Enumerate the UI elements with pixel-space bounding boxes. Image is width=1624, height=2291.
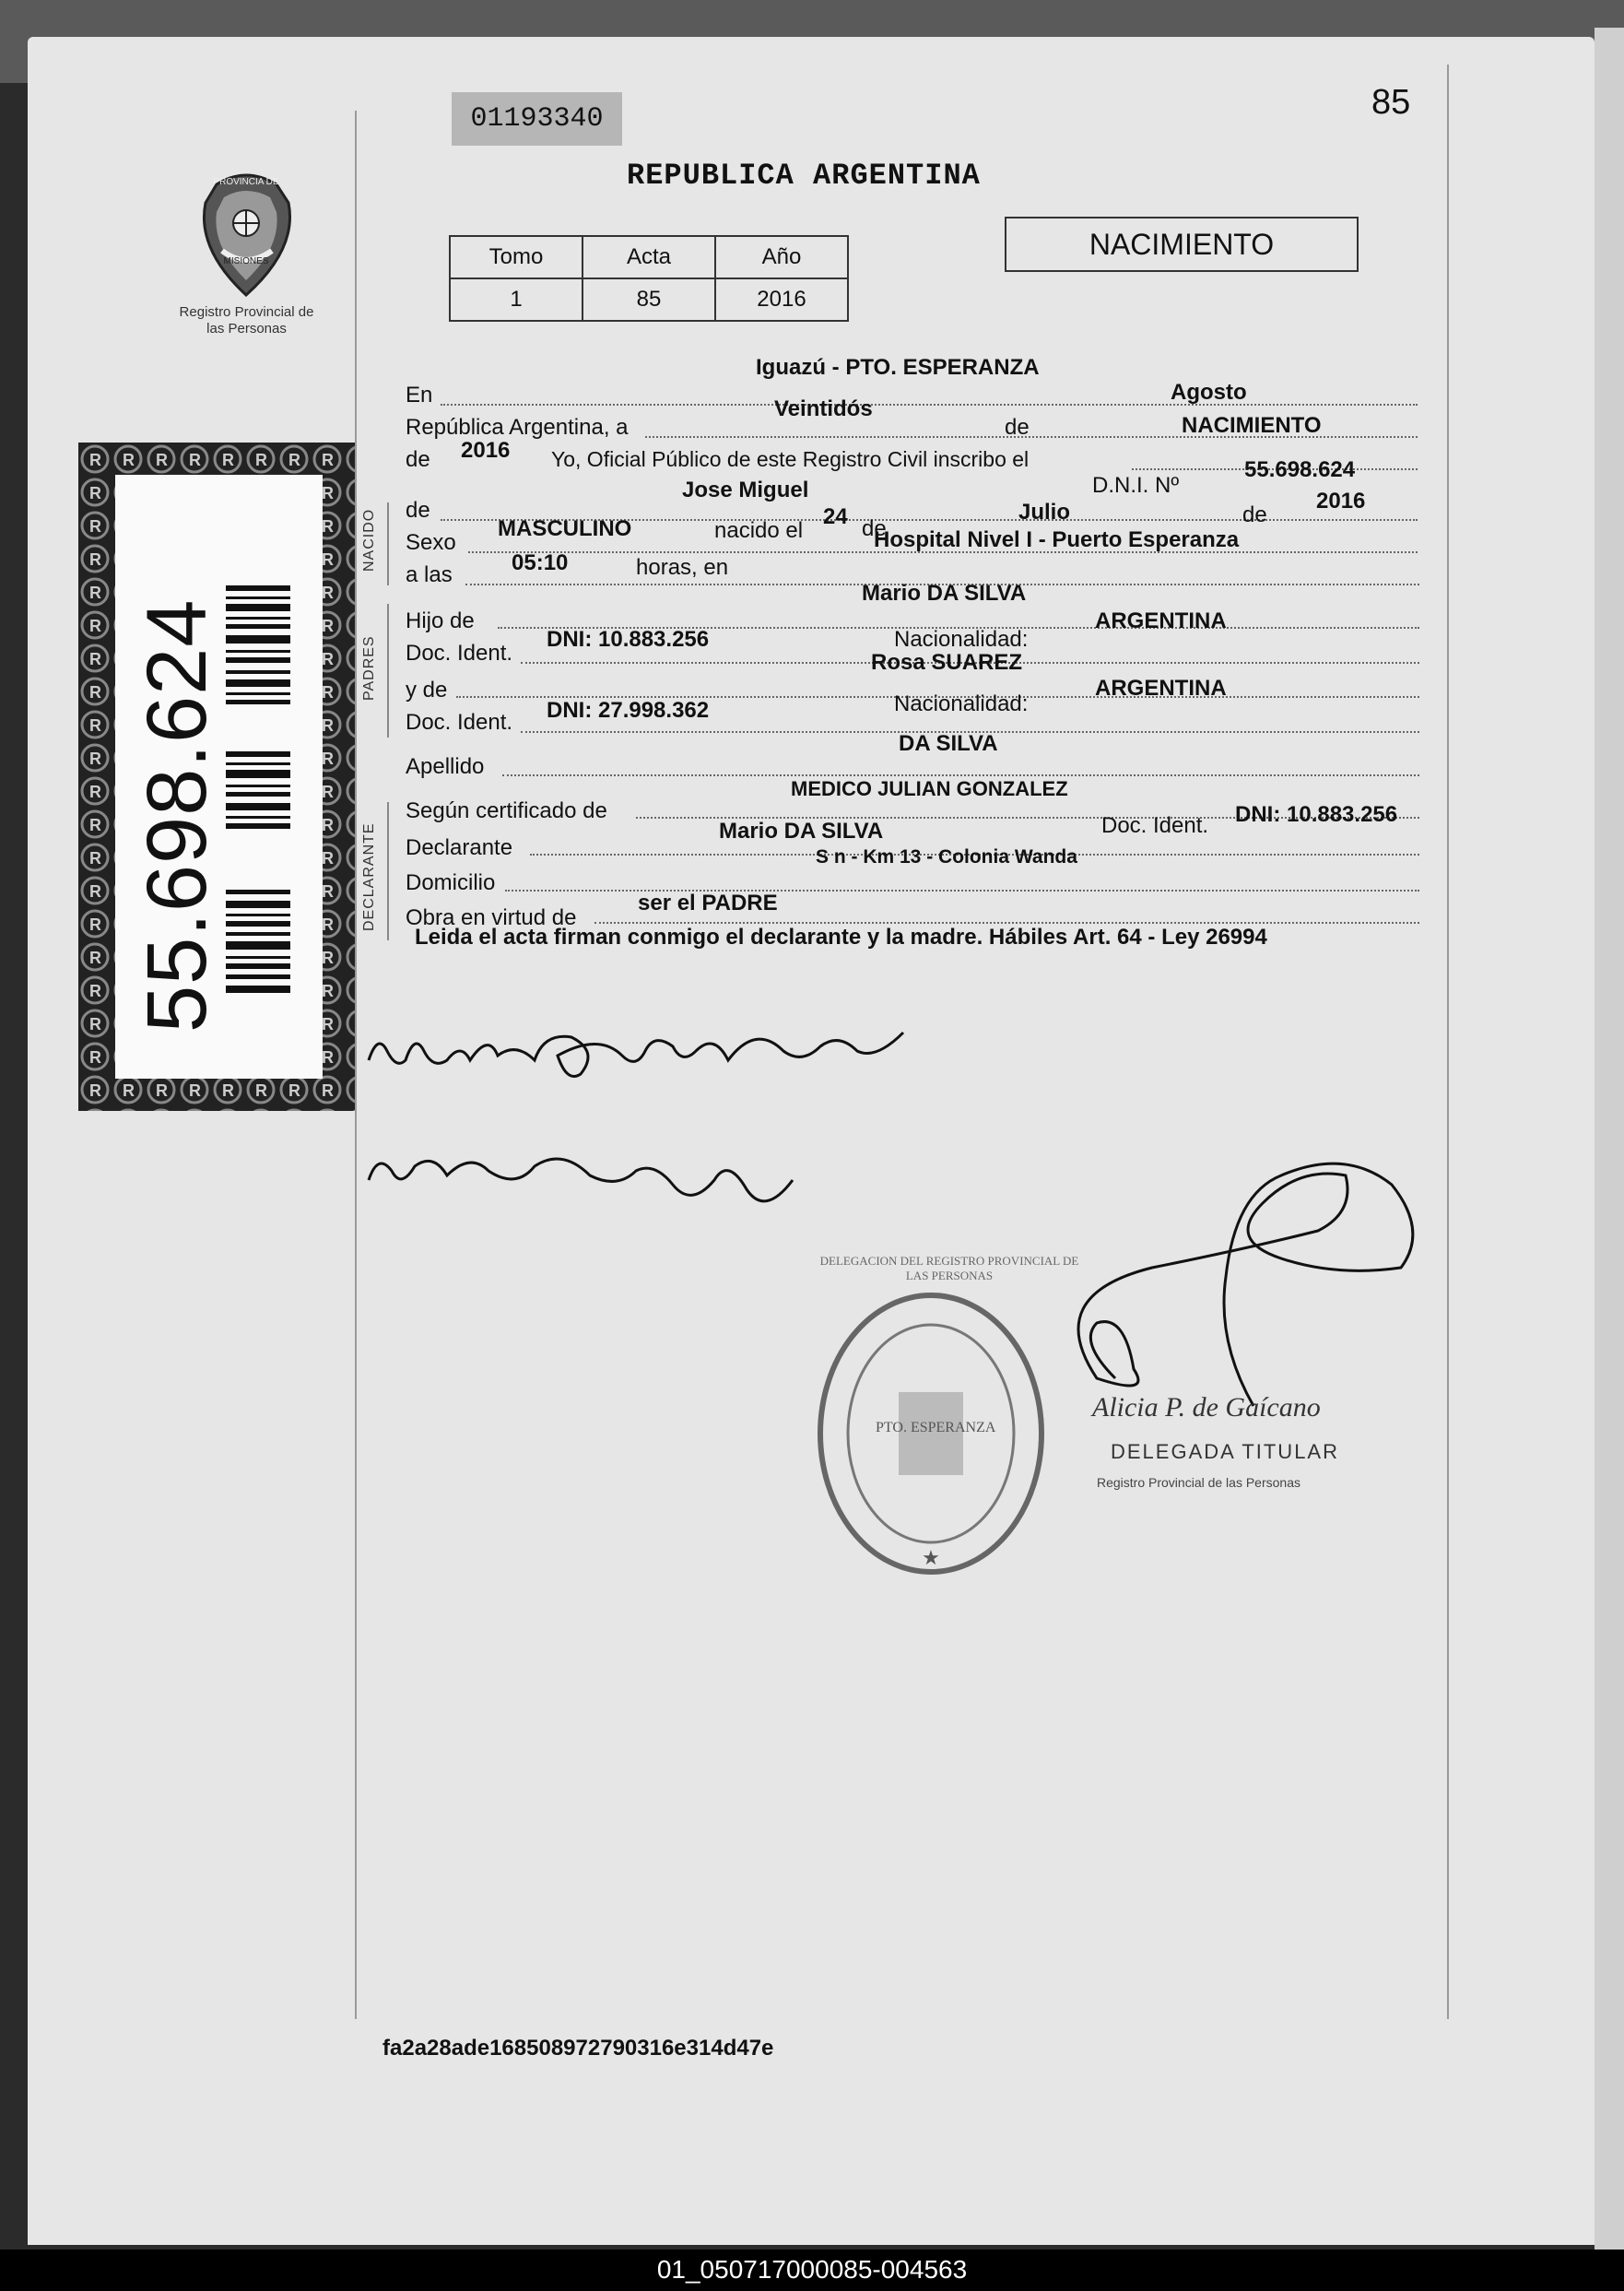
table-header: Tomo: [450, 236, 583, 278]
dotted-line: [441, 404, 1418, 406]
field-address: S n - Km 13 - Colonia Wanda: [816, 846, 1077, 868]
label-de: de: [862, 516, 887, 541]
official-org: Registro Provincial de las Personas: [1097, 1475, 1300, 1490]
right-margin-line: [1447, 65, 1449, 2019]
table-header: Año: [715, 236, 848, 278]
label-nacido: nacido el: [714, 518, 804, 543]
field-declarant-doc: DNI: 10.883.256: [1235, 802, 1398, 827]
closing-statement: Leida el acta firman conmigo el declarante y la madre. Hábiles Art. 64 - Ley 26994: [415, 925, 1267, 950]
field-mother-nat: ARGENTINA: [1095, 676, 1227, 701]
official-role: DELEGADA TITULAR: [1111, 1440, 1339, 1463]
label-hijo: Hijo de: [406, 608, 475, 633]
serial-number: 01193340: [452, 92, 622, 146]
section-divider: [387, 802, 389, 940]
field-father-nat: ARGENTINA: [1095, 608, 1227, 633]
label-en: En: [406, 383, 433, 407]
label-nacionalidad: Nacionalidad:: [894, 691, 1029, 716]
label-de: de: [1242, 502, 1267, 527]
label-alas: a las: [406, 562, 453, 587]
image-id: 01_050717000085-004563: [656, 2255, 968, 2284]
official-name: Alicia P. de Gaícano: [1092, 1392, 1321, 1423]
field-birth-day: 24: [823, 504, 848, 529]
label-doc: Doc. Ident.: [406, 710, 513, 735]
label-de: de: [406, 447, 430, 472]
field-name: Jose Miguel: [682, 478, 809, 502]
label-republica: República Argentina, a: [406, 415, 629, 440]
table-header: Acta: [583, 236, 715, 278]
section-divider: [387, 604, 389, 738]
field-birth-time: 05:10: [512, 550, 569, 575]
label-dni: D.N.I. Nº: [1092, 473, 1180, 498]
label-domicilio: Domicilio: [406, 870, 496, 895]
label-horas: horas, en: [636, 555, 729, 580]
page-edge: [1595, 28, 1624, 2250]
field-sex: MASCULINO: [498, 516, 632, 541]
provincial-emblem-icon: [189, 166, 304, 300]
signature-mario: [359, 996, 931, 1235]
dotted-line: [502, 774, 1419, 776]
field-birth-year: 2016: [1316, 489, 1366, 514]
field-dni: 55.698.624: [1244, 457, 1356, 482]
stamp-place: PTO. ESPERANZA: [876, 1420, 996, 1435]
label-nacionalidad: Nacionalidad:: [894, 627, 1029, 652]
field-birth-month: Julio: [1018, 500, 1071, 525]
section-divider: [387, 502, 389, 585]
field-capacity: ser el PADRE: [638, 891, 778, 915]
field-place: Iguazú - PTO. ESPERANZA: [756, 355, 1040, 380]
field-certificate: MEDICO JULIAN GONZALEZ: [791, 777, 1068, 800]
field-mother-doc: DNI: 27.998.362: [547, 698, 710, 723]
left-margin-line: [355, 111, 357, 2019]
field-birth-place: Hospital Nivel I - Puerto Esperanza: [874, 527, 1240, 552]
field-father: Mario DA SILVA: [862, 581, 1027, 606]
label-doc: Doc. Ident.: [406, 641, 513, 666]
field-day: Veintidós: [774, 396, 873, 421]
table-cell: 1: [450, 278, 583, 321]
section-label-parents: PADRES: [361, 635, 377, 701]
emblem-text-bottom: MISIONES: [223, 256, 269, 266]
label-de: de: [406, 498, 430, 523]
label-apellido: Apellido: [406, 754, 485, 779]
field-father-doc: DNI: 10.883.256: [547, 627, 710, 652]
label-doc: Doc. Ident.: [1101, 813, 1209, 838]
field-surname: DA SILVA: [899, 731, 998, 756]
label-yde: y de: [406, 678, 448, 703]
label-de: de: [1005, 415, 1030, 440]
barcode-dni-number: 55.698.624: [130, 598, 224, 1033]
table-cell: 2016: [715, 278, 848, 321]
barcode-icon: [226, 585, 309, 1046]
section-label-born: NACIDO: [361, 508, 377, 572]
emblem-text-top: PROVINCIA DE: [213, 177, 279, 187]
field-declarant: Mario DA SILVA: [719, 819, 884, 844]
label-sexo: Sexo: [406, 530, 456, 555]
field-month: Agosto: [1171, 380, 1247, 405]
document-hash: fa2a28ade168508972790316e314d47e: [382, 2036, 774, 2061]
label-official-text: Yo, Oficial Público de este Registro Civil inscribo el: [551, 447, 1030, 471]
svg-text:★: ★: [922, 1546, 940, 1569]
field-mother: Rosa SUAREZ: [871, 650, 1023, 675]
record-table: [449, 235, 849, 322]
record-type-box: NACIMIENTO: [1005, 217, 1359, 272]
table-cell: 85: [583, 278, 715, 321]
emblem-caption: Registro Provincial de las Personas: [179, 304, 314, 337]
document-title: REPUBLICA ARGENTINA: [627, 159, 981, 193]
label-segun: Según certificado de: [406, 798, 607, 823]
section-label-declarant: DECLARANTE: [361, 822, 377, 931]
label-obra: Obra en virtud de: [406, 905, 577, 930]
field-year: 2016: [461, 438, 511, 463]
field-registration: NACIMIENTO: [1182, 413, 1322, 438]
stamp-text: DELEGACION DEL REGISTRO PROVINCIAL DE LAS PERSONAS: [819, 1254, 1079, 1282]
label-declarante: Declarante: [406, 835, 513, 860]
page-number: 85: [1371, 83, 1411, 122]
signature-official: [1041, 1157, 1447, 1415]
